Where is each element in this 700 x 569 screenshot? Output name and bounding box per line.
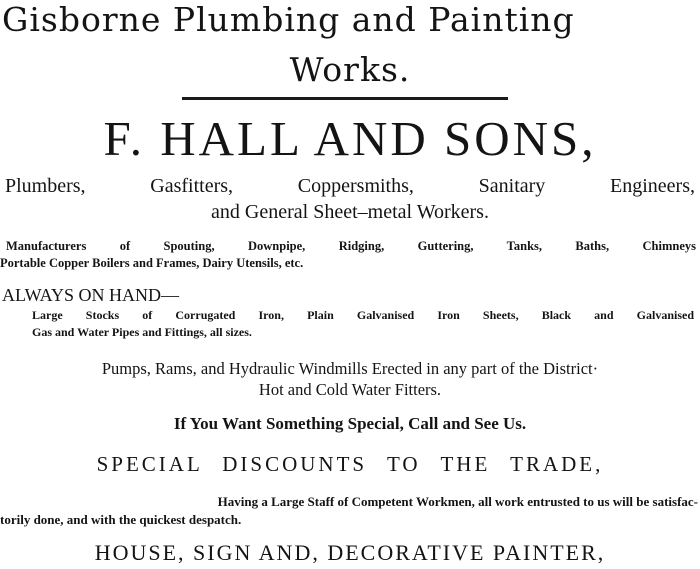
stock-line-2: Gas and Water Pipes and Fittings, all sizes. — [32, 325, 252, 339]
title-underline-rule — [182, 97, 508, 100]
trade-discounts-heading: SPECIAL DISCOUNTS TO THE TRADE, — [96, 452, 604, 476]
pumps-line-2: Hot and Cold Water Fitters. — [258, 380, 442, 399]
staff-line-2: torily done, and with the quickest despatch. — [0, 512, 242, 527]
pumps-line-1: Pumps, Rams, and Hydraulic Windmills Erected in any part of the District· — [101, 359, 599, 378]
trades-line-1: Plumbers, Gasfitters, Coppersmiths, Sanitary Engineers, — [5, 175, 695, 197]
house-painter-heading: HOUSE, SIGN AND, DECORATIVE PAINTER, — [94, 540, 606, 565]
manufacturers-line-1: Manufacturers of Spouting, Downpipe, Ridging, Guttering, Tanks, Baths, Chimneys — [6, 239, 696, 253]
special-call-line: If You Want Something Special, Call and See Us. — [173, 414, 527, 433]
staff-line-1: Having a Large Staff of Competent Workmen, all work entrusted to us will be satisfac- — [217, 494, 698, 509]
manufacturers-line-2: Portable Copper Boilers and Frames, Dairy Utensils, etc. — [0, 256, 304, 270]
advert-title-line-2: Works. — [289, 50, 411, 89]
trades-line-2: and General Sheet–metal Workers. — [211, 201, 489, 223]
advert-title-line-1: Gisborne Plumbing and Painting — [2, 0, 575, 39]
always-on-hand-heading: ALWAYS ON HAND— — [2, 285, 180, 305]
firm-name: F. HALL AND SONS, — [103, 111, 597, 166]
stock-line-1: Large Stocks of Corrugated Iron, Plain Galvanised Iron Sheets, Black and Galvanised — [32, 308, 694, 322]
